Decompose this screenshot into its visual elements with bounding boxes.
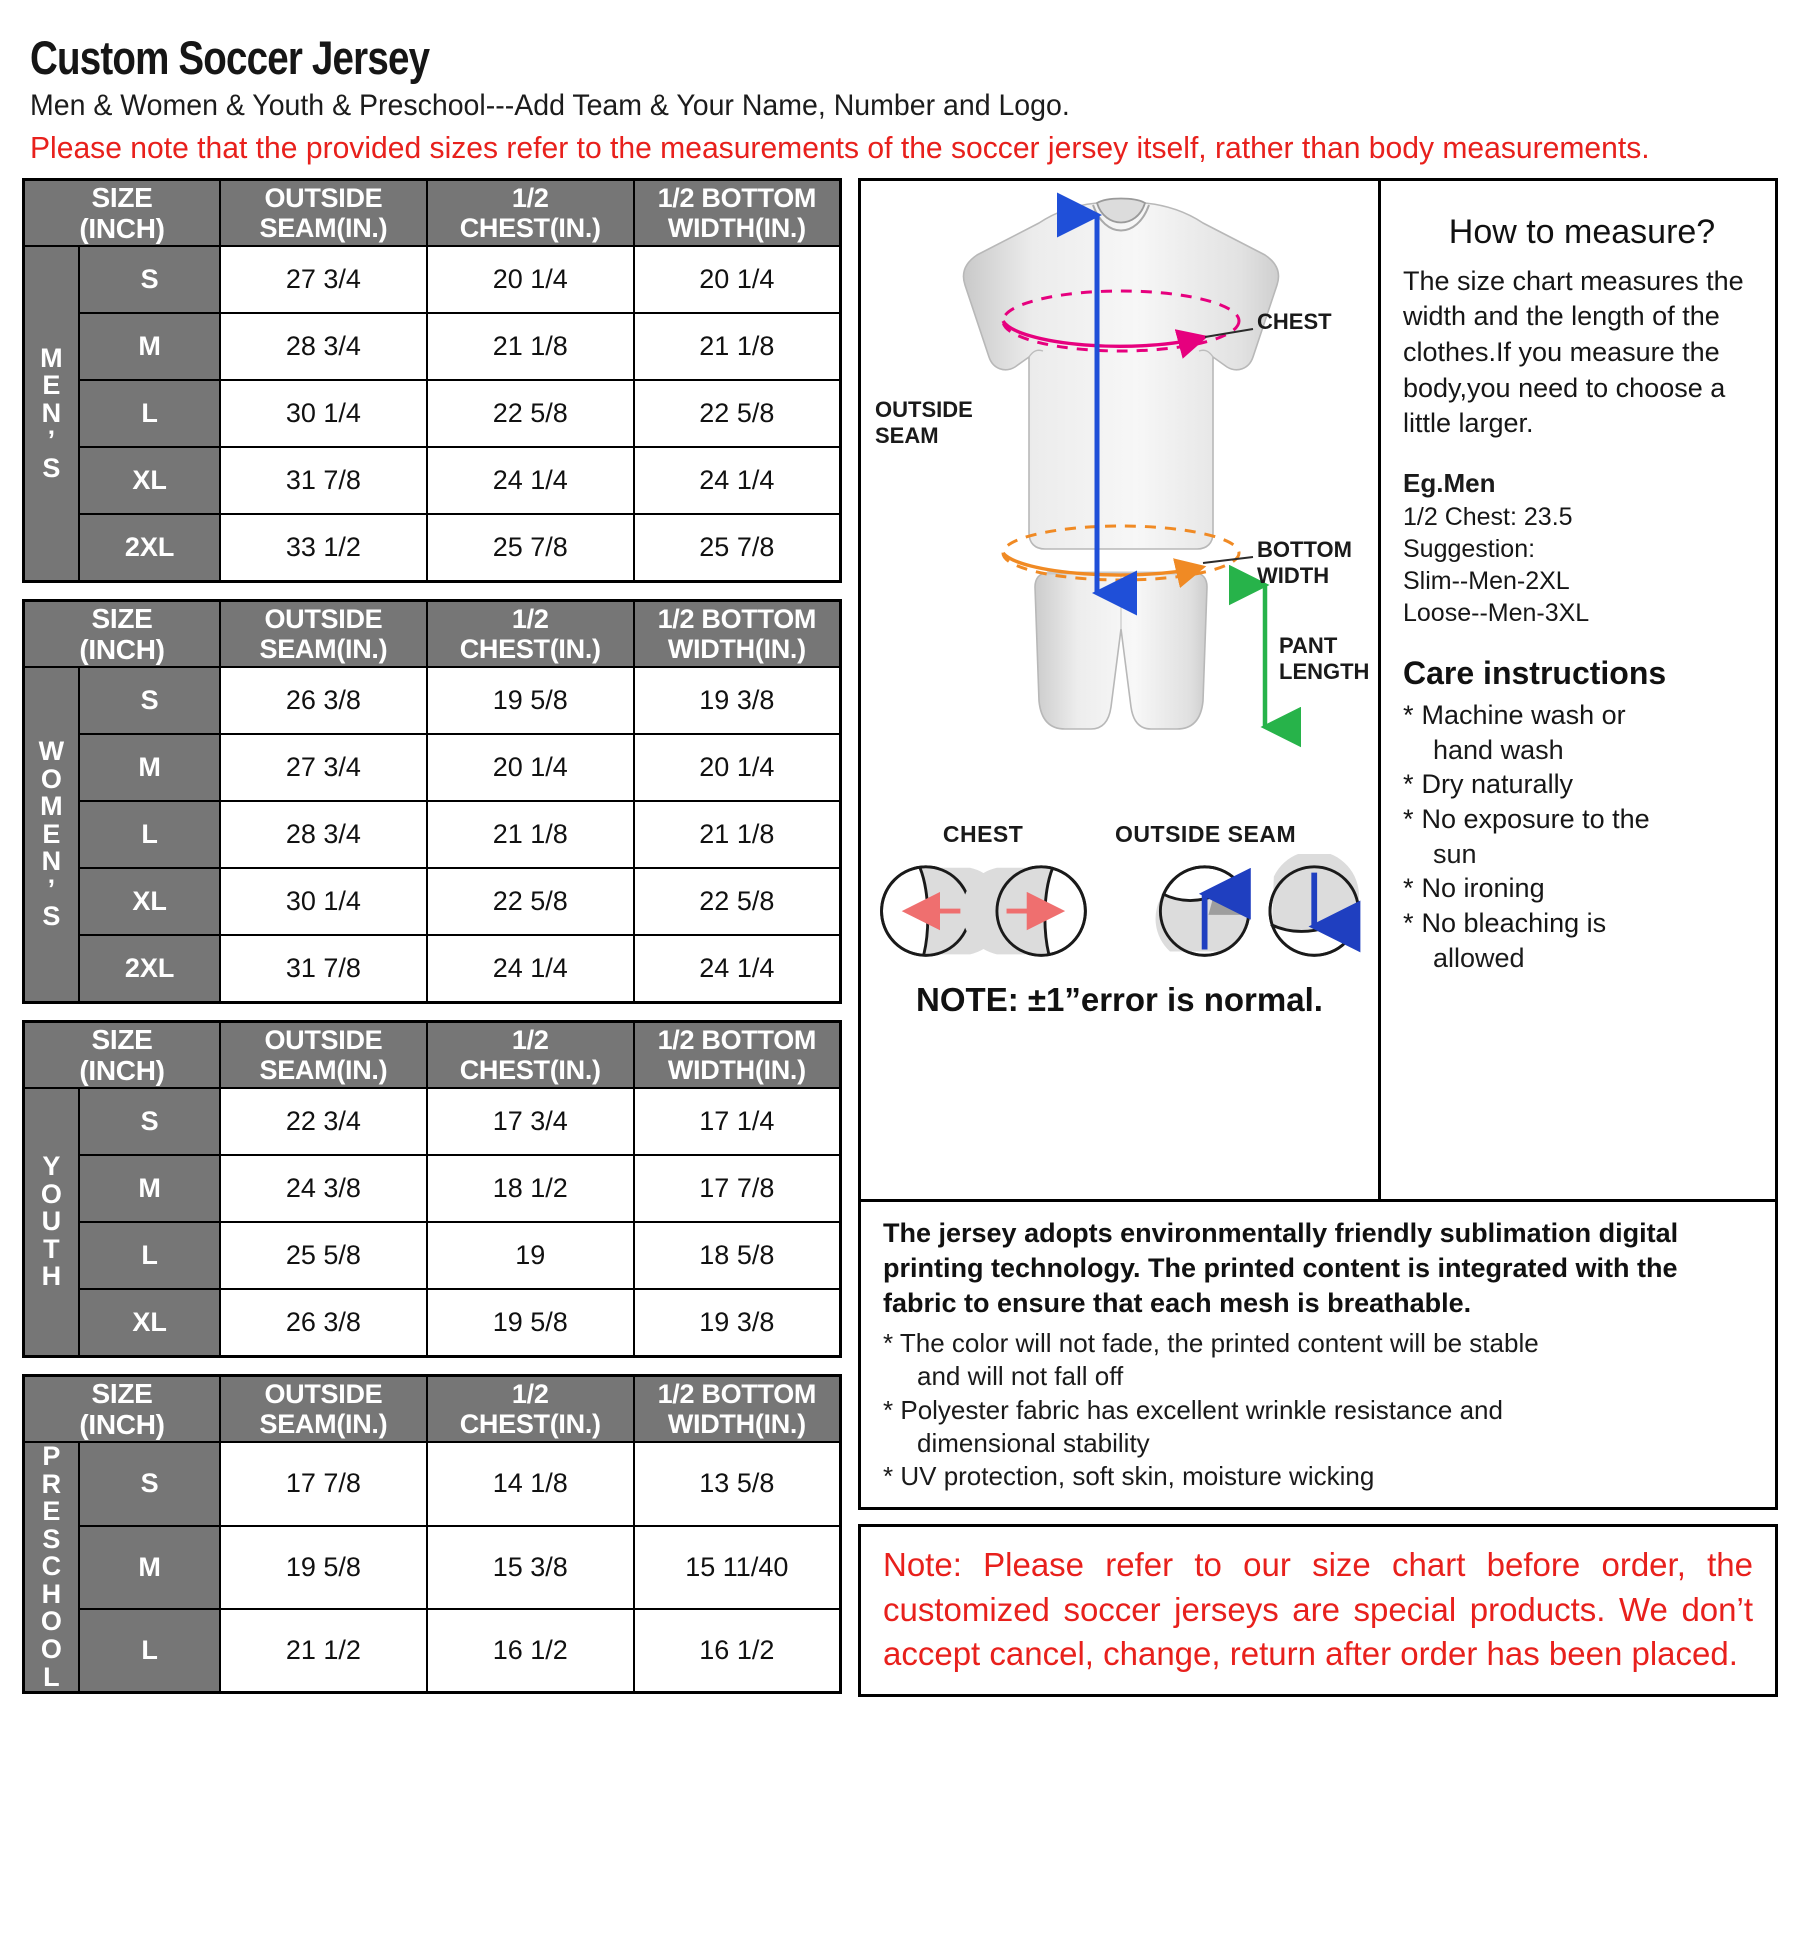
category-letter: Y xyxy=(42,1151,61,1182)
table-header-row xyxy=(24,1375,841,1442)
cell-outside-seam: 21 1/2 xyxy=(220,1609,427,1692)
cell-outside-seam: 19 5/8 xyxy=(220,1526,427,1609)
category-letter: H xyxy=(41,1261,62,1292)
column-header-outside-seam: OUTSIDE SEAM(IN.) xyxy=(220,600,427,667)
cell-outside-seam: 31 7/8 xyxy=(220,447,427,514)
cell-outside-seam: 17 7/8 xyxy=(220,1442,427,1525)
cell-half-chest: 22 5/8 xyxy=(427,380,634,447)
table-row xyxy=(24,801,841,868)
category-letter: O xyxy=(40,1633,63,1664)
care-instruction-item: * Dry naturally xyxy=(1403,768,1574,799)
bottom-width-label-line1: BOTTOM xyxy=(1257,536,1352,562)
cell-size: L xyxy=(79,380,220,447)
cell-half-bottom-width: 17 7/8 xyxy=(634,1155,841,1222)
cell-outside-seam: 26 3/8 xyxy=(220,667,427,734)
cell-size: M xyxy=(79,1526,220,1609)
cell-outside-seam: 28 3/4 xyxy=(220,313,427,380)
size-header-line2: (INCH) xyxy=(79,1409,165,1440)
column-header-half-bottom-width: 1/2 BOTTOM WIDTH(IN.) xyxy=(634,600,841,667)
size-table-mens xyxy=(22,178,842,583)
cell-half-bottom-width: 21 1/8 xyxy=(634,313,841,380)
category-letter: M xyxy=(40,791,64,822)
bullet-star-icon: * xyxy=(883,1461,894,1492)
column-header-outside-seam: OUTSIDE SEAM(IN.) xyxy=(220,179,427,246)
category-letter: E xyxy=(42,1496,61,1527)
bottom-width-label xyxy=(1257,537,1352,590)
column-header-size xyxy=(24,600,221,667)
cell-half-chest: 25 7/8 xyxy=(427,514,634,581)
table-row xyxy=(24,868,841,935)
bullet-star-icon: * xyxy=(1403,768,1414,799)
cell-outside-seam: 28 3/4 xyxy=(220,801,427,868)
main-content xyxy=(22,178,1778,1710)
cell-half-chest: 21 1/8 xyxy=(427,313,634,380)
fabric-feature-continuation: and will not fall off xyxy=(917,1361,1124,1392)
header-red-note: Please note that the provided sizes refer to the measurements of the soccer jersey itself, rather than body measurements. xyxy=(30,130,1650,165)
table-row xyxy=(24,1526,841,1609)
outside-seam-label-line2: SEAM xyxy=(875,423,939,449)
chest-label: CHEST xyxy=(1257,308,1332,334)
cell-outside-seam: 22 3/4 xyxy=(220,1088,427,1155)
table-header-row xyxy=(24,179,841,246)
cell-size: S xyxy=(79,667,220,734)
category-letter: T xyxy=(43,1233,61,1264)
order-policy-panel xyxy=(858,1524,1778,1697)
cell-half-bottom-width: 24 1/4 xyxy=(634,935,841,1002)
size-table-preschool xyxy=(22,1374,842,1694)
category-letter: L xyxy=(43,1661,61,1692)
cell-outside-seam: 27 3/4 xyxy=(220,734,427,801)
cell-half-chest: 21 1/8 xyxy=(427,801,634,868)
category-letter: N xyxy=(41,397,62,428)
table-row xyxy=(24,1222,841,1289)
size-header-line1: SIZE xyxy=(91,181,153,213)
table-row xyxy=(24,667,841,734)
care-instruction-item: * No bleaching is xyxy=(1403,907,1607,938)
cell-half-bottom-width: 22 5/8 xyxy=(634,380,841,447)
order-policy-note: Note: Please refer to our size chart before order, the customized soccer jerseys are special products. We don’t accept cancel, change, return after order has been placed. xyxy=(883,1546,1753,1672)
measure-icons-row xyxy=(861,821,1378,977)
page-subtitle: Men & Women & Youth & Preschool---Add Team & Your Name, Number and Logo. xyxy=(30,89,1070,122)
care-instructions-title: Care instructions xyxy=(1403,654,1667,691)
column-header-size xyxy=(24,1021,221,1088)
table-row xyxy=(24,380,841,447)
column-header-outside-seam: OUTSIDE SEAM(IN.) xyxy=(220,1021,427,1088)
cell-half-bottom-width: 20 1/4 xyxy=(634,246,841,313)
table-row xyxy=(24,1442,841,1525)
cell-outside-seam: 33 1/2 xyxy=(220,514,427,581)
table-row xyxy=(24,1289,841,1356)
category-letter: W xyxy=(38,736,65,767)
column-header-half-chest: 1/2 CHEST(IN.) xyxy=(427,600,634,667)
care-instruction-continuation: allowed xyxy=(1433,942,1525,973)
cell-half-bottom-width: 24 1/4 xyxy=(634,447,841,514)
size-table-womens xyxy=(22,599,842,1004)
category-letter: E xyxy=(42,370,61,401)
cell-half-chest: 16 1/2 xyxy=(427,1609,634,1692)
table-row xyxy=(24,447,841,514)
cell-outside-seam: 31 7/8 xyxy=(220,935,427,1002)
example-lines xyxy=(1403,501,1761,629)
size-header-line2: (INCH) xyxy=(79,213,165,244)
care-instructions-list xyxy=(1403,698,1761,975)
category-label-mens xyxy=(24,246,80,581)
table-row xyxy=(24,514,841,581)
cell-half-chest: 22 5/8 xyxy=(427,868,634,935)
cell-half-bottom-width: 19 3/8 xyxy=(634,667,841,734)
outside-seam-icon-label: OUTSIDE SEAM xyxy=(1115,820,1297,847)
cell-half-bottom-width: 22 5/8 xyxy=(634,868,841,935)
column-header-outside-seam: OUTSIDE SEAM(IN.) xyxy=(220,1375,427,1442)
cell-size: L xyxy=(79,801,220,868)
cell-half-bottom-width: 20 1/4 xyxy=(634,734,841,801)
table-row xyxy=(24,935,841,1002)
cell-outside-seam: 26 3/8 xyxy=(220,1289,427,1356)
fabric-feature-item: * The color will not fade, the printed content will be stable xyxy=(883,1328,1539,1359)
category-letter: P xyxy=(42,1441,61,1472)
care-instruction-item: * No ironing xyxy=(1403,872,1545,903)
size-tables-column xyxy=(22,178,842,1710)
bullet-star-icon: * xyxy=(1403,699,1414,730)
example-line: Suggestion: xyxy=(1403,534,1536,563)
category-letter: C xyxy=(41,1551,62,1582)
measure-panel-top xyxy=(861,181,1775,1199)
cell-half-bottom-width: 18 5/8 xyxy=(634,1222,841,1289)
cell-half-chest: 19 5/8 xyxy=(427,667,634,734)
care-instruction-continuation: hand wash xyxy=(1433,734,1564,765)
category-label-preschool xyxy=(24,1442,80,1692)
category-letter: E xyxy=(42,818,61,849)
bullet-star-icon: * xyxy=(1403,872,1414,903)
cell-size: S xyxy=(79,1442,220,1525)
measure-panel xyxy=(858,178,1778,1511)
column-header-half-bottom-width: 1/2 BOTTOM WIDTH(IN.) xyxy=(634,1021,841,1088)
category-letter: R xyxy=(41,1468,62,1499)
size-header-line1: SIZE xyxy=(91,1023,153,1055)
info-column xyxy=(858,178,1778,1697)
fabric-feature-list xyxy=(883,1327,1757,1493)
chest-icon-2 xyxy=(961,867,1085,955)
column-header-half-bottom-width: 1/2 BOTTOM WIDTH(IN.) xyxy=(634,1375,841,1442)
fabric-info-section xyxy=(861,1199,1775,1508)
fabric-lead-text: The jersey adopts environmentally friendly sublimation digital printing technology. The printed content is integrated with the fabric to ensure that each mesh is breathable. xyxy=(883,1217,1679,1318)
column-header-half-bottom-width: 1/2 BOTTOM WIDTH(IN.) xyxy=(634,179,841,246)
outside-seam-label-line1: OUTSIDE xyxy=(875,396,973,422)
category-letter: N xyxy=(41,846,62,877)
care-instruction-item: * Machine wash or xyxy=(1403,699,1626,730)
category-letter: S xyxy=(42,901,61,932)
fabric-feature-continuation: dimensional stability xyxy=(917,1427,1150,1458)
table-row xyxy=(24,734,841,801)
size-header-line2: (INCH) xyxy=(79,634,165,665)
cell-outside-seam: 30 1/4 xyxy=(220,380,427,447)
table-row xyxy=(24,1609,841,1692)
size-table-youth xyxy=(22,1020,842,1358)
cell-half-chest: 24 1/4 xyxy=(427,447,634,514)
how-to-measure-section xyxy=(1381,181,1775,1199)
table-row xyxy=(24,246,841,313)
bottom-width-label-line2: WIDTH xyxy=(1257,563,1330,589)
pant-length-label xyxy=(1279,633,1369,686)
cell-half-chest: 18 1/2 xyxy=(427,1155,634,1222)
cell-half-chest: 19 xyxy=(427,1222,634,1289)
pant-length-label-line2: LENGTH xyxy=(1279,659,1370,685)
cell-size: XL xyxy=(79,868,220,935)
category-letter: ’ xyxy=(47,873,56,904)
how-to-measure-body: The size chart measures the width and the length of the clothes.If you measure the body,you need to choose a little larger. xyxy=(1403,265,1744,439)
cell-half-bottom-width: 19 3/8 xyxy=(634,1289,841,1356)
size-header-line1: SIZE xyxy=(91,602,153,634)
cell-half-bottom-width: 16 1/2 xyxy=(634,1609,841,1692)
example-line: 1/2 Chest: 23.5 xyxy=(1403,502,1573,531)
category-label-youth xyxy=(24,1088,80,1356)
cell-size: L xyxy=(79,1609,220,1692)
cell-size: M xyxy=(79,1155,220,1222)
column-header-half-chest: 1/2 CHEST(IN.) xyxy=(427,1021,634,1088)
column-header-half-chest: 1/2 CHEST(IN.) xyxy=(427,179,634,246)
category-letter: O xyxy=(40,1606,63,1637)
column-header-size xyxy=(24,1375,221,1442)
care-instruction-item: * No exposure to the xyxy=(1403,803,1650,834)
size-chart-page xyxy=(0,30,1800,1956)
cell-half-chest: 20 1/4 xyxy=(427,734,634,801)
cell-half-bottom-width: 13 5/8 xyxy=(634,1442,841,1525)
cell-half-chest: 20 1/4 xyxy=(427,246,634,313)
tolerance-note: NOTE: ±1”error is normal. xyxy=(916,980,1323,1018)
cell-half-chest: 24 1/4 xyxy=(427,935,634,1002)
category-letter: H xyxy=(41,1578,62,1609)
category-letter: O xyxy=(40,763,63,794)
outside-seam-label xyxy=(875,397,973,450)
column-header-size xyxy=(24,179,221,246)
cell-half-bottom-width: 15 11/40 xyxy=(634,1526,841,1609)
table-row xyxy=(24,1155,841,1222)
measure-icons-svg xyxy=(870,854,1370,972)
cell-half-bottom-width: 25 7/8 xyxy=(634,514,841,581)
category-letter: ’ xyxy=(47,425,56,456)
cell-size: 2XL xyxy=(79,514,220,581)
chest-icon-label: CHEST xyxy=(942,820,1024,847)
cell-half-chest: 14 1/8 xyxy=(427,1442,634,1525)
jersey-diagram xyxy=(861,181,1381,1199)
table-header-row xyxy=(24,600,841,667)
bullet-star-icon: * xyxy=(883,1394,894,1425)
category-letter: M xyxy=(40,342,64,373)
care-instruction-continuation: sun xyxy=(1433,838,1477,869)
size-header-line2: (INCH) xyxy=(79,1055,165,1086)
category-letter: S xyxy=(42,1523,61,1554)
column-header-half-chest: 1/2 CHEST(IN.) xyxy=(427,1375,634,1442)
cell-half-chest: 17 3/4 xyxy=(427,1088,634,1155)
cell-size: S xyxy=(79,246,220,313)
cell-outside-seam: 24 3/8 xyxy=(220,1155,427,1222)
category-letter: S xyxy=(42,452,61,483)
table-header-row xyxy=(24,1021,841,1088)
outside-seam-icon-1 xyxy=(1155,867,1248,955)
table-row xyxy=(24,313,841,380)
measure-icons-labels xyxy=(861,821,1378,854)
bullet-star-icon: * xyxy=(883,1328,894,1359)
cell-size: XL xyxy=(79,447,220,514)
cell-size: XL xyxy=(79,1289,220,1356)
cell-outside-seam: 25 5/8 xyxy=(220,1222,427,1289)
cell-size: M xyxy=(79,313,220,380)
fabric-feature-item: * Polyester fabric has excellent wrinkle resistance and xyxy=(883,1394,1503,1425)
example-line: Slim--Men-2XL xyxy=(1403,566,1570,595)
page-title: Custom Soccer Jersey xyxy=(30,31,430,84)
outside-seam-icon-2 xyxy=(1270,854,1359,955)
example-title: Eg.Men xyxy=(1403,467,1496,498)
cell-size: M xyxy=(79,734,220,801)
cell-size: L xyxy=(79,1222,220,1289)
cell-outside-seam: 27 3/4 xyxy=(220,246,427,313)
fabric-feature-item: * UV protection, soft skin, moisture wicking xyxy=(883,1461,1375,1492)
example-line: Loose--Men-3XL xyxy=(1403,598,1590,627)
category-letter: O xyxy=(40,1178,63,1209)
how-to-measure-title: How to measure? xyxy=(1448,212,1716,251)
size-header-line1: SIZE xyxy=(91,1377,153,1409)
cell-size: 2XL xyxy=(79,935,220,1002)
category-letter: U xyxy=(41,1206,62,1237)
cell-half-bottom-width: 21 1/8 xyxy=(634,801,841,868)
bullet-star-icon: * xyxy=(1403,803,1414,834)
cell-half-chest: 15 3/8 xyxy=(427,1526,634,1609)
pant-length-label-line1: PANT xyxy=(1279,632,1338,658)
cell-half-chest: 19 5/8 xyxy=(427,1289,634,1356)
cell-size: S xyxy=(79,1088,220,1155)
cell-half-bottom-width: 17 1/4 xyxy=(634,1088,841,1155)
cell-outside-seam: 30 1/4 xyxy=(220,868,427,935)
bullet-star-icon: * xyxy=(1403,907,1414,938)
category-label-womens xyxy=(24,667,80,1002)
table-row xyxy=(24,1088,841,1155)
